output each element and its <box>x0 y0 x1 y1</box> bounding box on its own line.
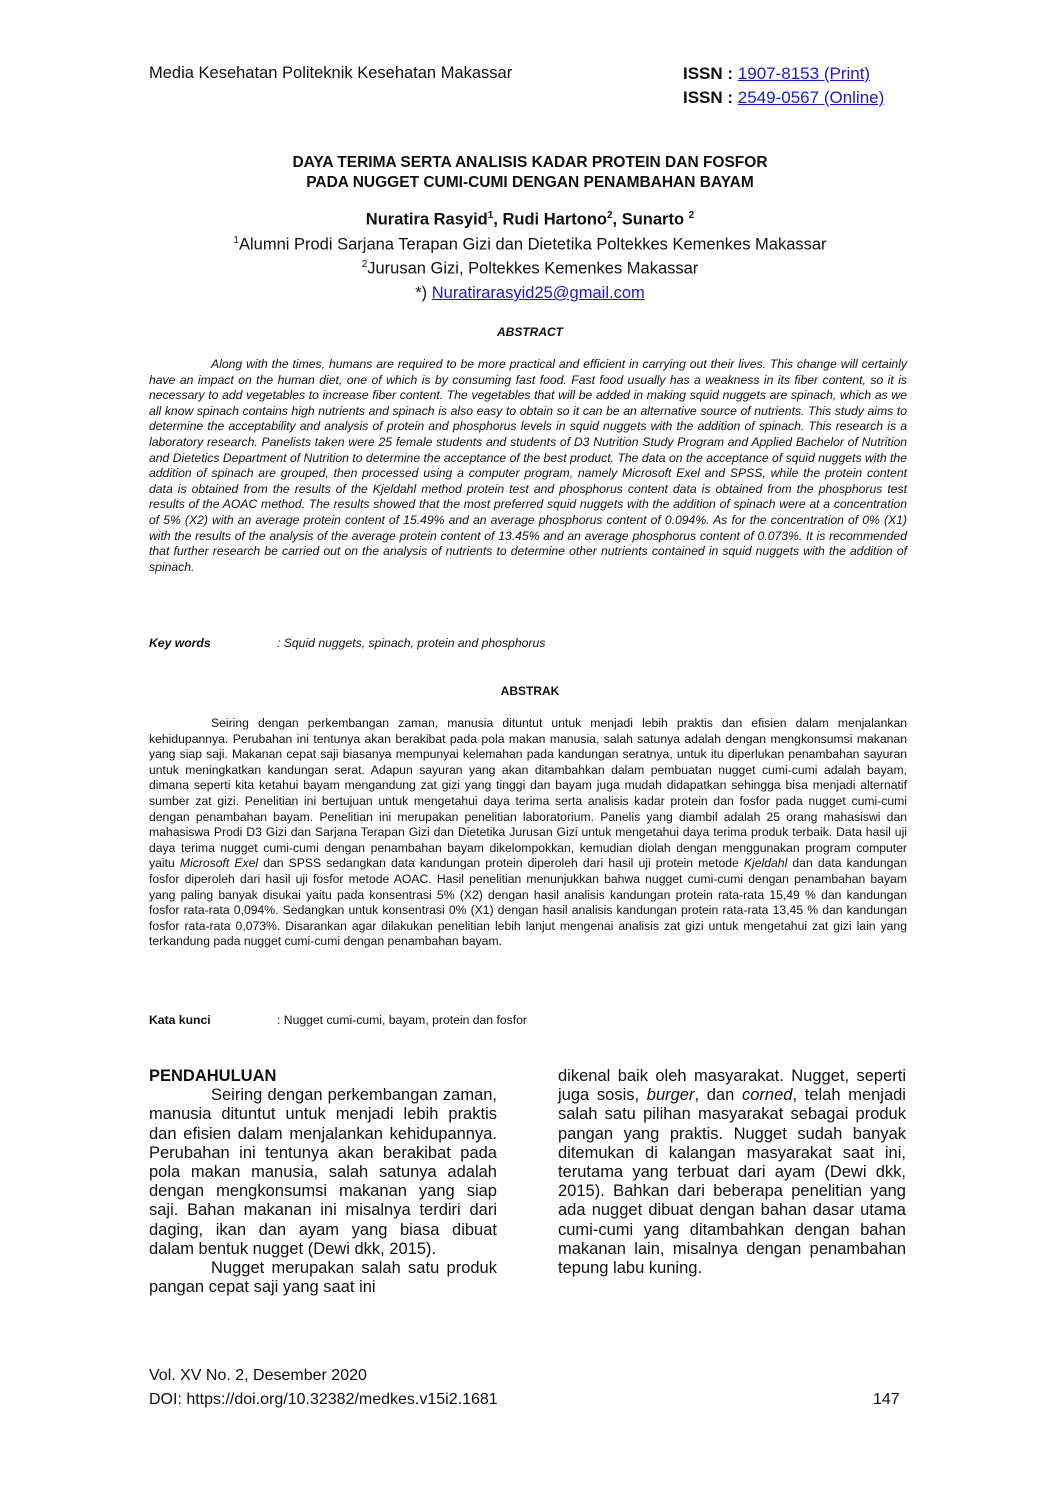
journal-name: Media Kesehatan Politeknik Kesehatan Makassar <box>149 64 513 82</box>
affiliation-2 <box>140 259 920 279</box>
abstrak-heading: ABSTRAK <box>500 684 560 698</box>
body-text: dikenal baik oleh masyarakat. Nugget, seperti juga sosis, <box>558 1067 906 1105</box>
title-line-1: DAYA TERIMA SERTA ANALISIS KADAR PROTEIN DAN FOSFOR <box>292 154 768 171</box>
author-name: Rudi Hartono <box>502 210 607 229</box>
author-sup: 1 <box>487 210 494 221</box>
abstrak-italic: Kjeldahl <box>743 856 788 871</box>
affiliation-text: Alumni Prodi Sarjana Terapan Gizi dan Dietetika Poltekkes Kemenkes Makassar <box>238 235 827 254</box>
email-prefix: *) <box>415 284 432 302</box>
abstrak-text: dan data kandungan fosfor diperoleh dari hasil uji fosfor metode AOAC. Hasil penelitian menunjukkan bahwa nugget cumi-cumi dengan penambahan bayam yang paling banyak disukai yaitu pada konsentrasi 5% (X2) dengan hasil analisis kandungan protein rata-rata 15,49 % dan kandungan fosfor rata-rata 0,094%. Sedangkan untuk konsentrasi 0% (X1) dengan hasil analisis kandungan protein rata-rata 13,45 % dan kandungan fosfor rata-rata 0,073%. Disarankan agar dilakukan penelitian lebih lanjut mengenai analisis zat gizi untuk mengetahui zat gizi lain yang terkandung pada nugget cumi-cumi dengan penambahan bayam. <box>149 856 907 949</box>
keywords-value: : Nugget cumi-cumi, bayam, protein dan fosfor <box>277 1013 527 1027</box>
email-link[interactable]: Nuratirarasyid25@gmail.com <box>431 284 645 302</box>
author-name: Nuratira Rasyid <box>365 210 488 229</box>
abstract-heading: ABSTRACT <box>497 325 563 339</box>
affiliation-sup: 1 <box>233 235 239 246</box>
body-text: , telah menjadi salah satu pilihan masyarakat sebagai produk pangan yang praktis. Nugget sudah banyak ditemukan di kalangan masyarakat saat ini, terutama yang terbuat dari ayam (Dewi dkk, 2015). Bahkan dari beberapa penelitian yang ada nugget dibuat dengan bahan dasar utama cumi-cumi yang ditambahkan dengan bahan makanan lain, misalnya dengan penambahan tepung labu kuning. <box>558 1086 906 1278</box>
body-text: , dan <box>694 1086 742 1105</box>
body-paragraph: Nugget merupakan salah satu produk pangan cepat saji yang saat ini <box>149 1259 497 1297</box>
corresponding-email <box>140 284 920 303</box>
footer-volume: Vol. XV No. 2, Desember 2020 <box>149 1367 367 1384</box>
page-number: 147 <box>873 1391 900 1408</box>
article-title <box>140 153 920 193</box>
issn-online-link[interactable]: 2549-0567 (Online) <box>737 88 885 107</box>
abstrak-text: Seiring dengan perkembangan zaman, manusia dituntut untuk menjadi lebih praktis dan efisien dalam menjalankan kehidupannya. Perubahan ini tentunya akan berakibat pada pola makan manusia, salah satunya adalah dengan mengkonsumsi makanan yang siap saji. Makanan cepat saji biasanya mempunyai kelemahan pada kandungan seratnya, untuk itu diperlukan penambahan sayuran untuk meningkatkan kandungan serat. Adapun sayuran yang akan ditambahkan dalam pembuatan nugget cumi-cumi adalah bayam, dimana seperti kita ketahui bayam mengandung zat gizi yang tinggi dan bayam juga mudah didapatkan sehingga bisa menjadi alternatif sumber zat gizi. Penelitian ini bertujuan untuk mengetahui daya terima serta analisis kadar protein dan fosfor pada nugget cumi-cumi dengan penambahan bayam. Penelitian ini merupakan penelitian laboratorium. Panelis yang diambil adalah 25 orang mahasiswi dan mahasiswa Prodi D3 Gizi dan Sarjana Terapan Gizi dan Dietetika Jurusan Gizi untuk mengetahui daya terima produk terbaik. Data hasil uji daya terima nugget cumi-cumi dengan penambahan bayam dikelompokkan, kemudian diolah dengan menggunakan program computer yaitu <box>149 716 907 871</box>
body-paragraph: Seiring dengan perkembangan zaman, manusia dituntut untuk menjadi lebih praktis dan efisien dalam menjalankan kehidupannya. Perubahan ini tentunya akan berakibat pada pola makan manusia, salah satunya adalah dengan mengkonsumsi makanan yang siap saji. Bahan makanan ini misalnya terdiri dari daging, ikan dan ayam yang biasa dibuat dalam bentuk nugget (Dewi dkk, 2015). <box>149 1086 497 1258</box>
abstract-english <box>149 357 907 575</box>
body-italic: burger <box>646 1086 695 1105</box>
affiliation-sup: 2 <box>361 259 368 270</box>
keywords-label: Key words <box>149 636 211 650</box>
issn-online <box>683 88 884 108</box>
affiliation-1 <box>140 235 920 255</box>
body-column-left <box>149 1067 497 1297</box>
abstract-indonesian-body <box>149 716 907 950</box>
abstract-indonesian <box>149 716 907 950</box>
abstrak-italic: Microsoft Exel <box>179 856 259 871</box>
author-sup: 2 <box>606 210 613 221</box>
footer-doi[interactable]: DOI: https://doi.org/10.32382/medkes.v15i2.1681 <box>149 1391 498 1408</box>
keywords-label: Kata kunci <box>149 1013 211 1027</box>
keywords-indonesian <box>149 1013 527 1027</box>
issn-label: ISSN : <box>683 88 734 107</box>
body-column-right <box>558 1067 906 1278</box>
affiliation-text: Jurusan Gizi, Poltekkes Kemenkes Makassar <box>367 259 699 278</box>
keywords-english <box>149 636 545 650</box>
body-paragraph <box>558 1067 906 1278</box>
abstract-english-body: Along with the times, humans are required to be more practical and efficient in carrying out their lives. This change will certainly have an impact on the human diet, one of which is by consuming fast food. Fast food usually has a weakness in its fiber content, so it is necessary to add vegetables to increase fiber content. The vegetables that will be added in making squid nuggets are spinach, which as we all know spinach contains high nutrients and spinach is also easy to obtain so it can be an alternative source of nutrients. This study aims to determine the acceptability and analysis of protein and phosphorus levels in squid nuggets with the addition of spinach. This research is a laboratory research. Panelists taken were 25 female students and students of D3 Nutrition Study Program and Applied Bachelor of Nutrition and Dietetics Department of Nutrition to determine the acceptance of the best product. The data on the acceptance of squid nuggets with the addition of spinach are grouped, then processed using a computer program, namely Microsoft Exel and SPSS, while the protein content data is obtained from the results of the Kjeldahl method protein test and phosphorus content data is obtained from the phosphorus test results of the AOAC method. The results showed that the most preferred squid nuggets with the addition of spinach were at a concentration of 5% (X2) with an average protein content of 15.49% and an average phosphorus content of 0.094%. As for the concentration of 0% (X1) with the results of the analysis of the average protein content of 13.45% and an average phosphorus content of 0.073%. It is recommended that further research be carried out on the analysis of nutrients to determine other nutrients contained in squid nuggets with the addition of spinach. <box>149 357 907 574</box>
authors: Nuratira Rasyid$^1$, Rudi Hartono$^2$, Sunarto $^2$ <box>365 210 695 229</box>
author-name: Sunarto <box>621 210 689 229</box>
issn-print <box>683 64 870 84</box>
body-italic: corned <box>741 1086 793 1105</box>
title-line-2: PADA NUGGET CUMI-CUMI DENGAN PENAMBAHAN BAYAM <box>306 174 754 191</box>
keywords-value: : Squid nuggets, spinach, protein and phosphorus <box>277 636 546 650</box>
issn-print-link[interactable]: 1907-8153 (Print) <box>737 64 871 83</box>
author-sup: 2 <box>688 210 695 221</box>
abstrak-text: dan SPSS sedangkan data kandungan protein diperoleh dari hasil uji protein metode <box>258 856 744 871</box>
issn-label: ISSN : <box>683 64 734 83</box>
section-heading: PENDAHULUAN <box>149 1067 277 1085</box>
